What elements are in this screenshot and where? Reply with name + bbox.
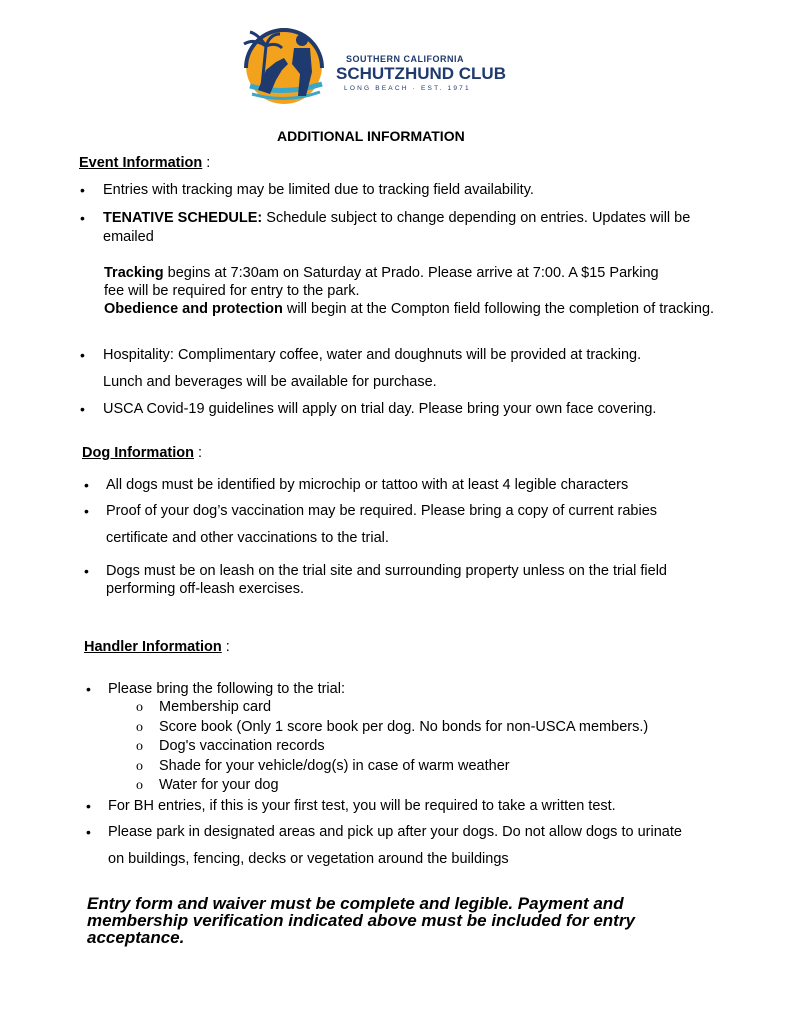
event-bullet-4: USCA Covid-19 guidelines will apply on trial day. Please bring your own face covering. xyxy=(103,401,657,417)
page-title: ADDITIONAL INFORMATION xyxy=(277,128,465,144)
final-note-line-2: membership verification indicated above must be included for entry xyxy=(87,911,635,930)
bullet-icon: • xyxy=(80,210,85,226)
dog-bullet-2-cont: certificate and other vaccinations to the trial. xyxy=(106,530,389,546)
handler-bullet-3-cont: on buildings, fencing, decks or vegetation around the buildings xyxy=(108,851,509,867)
final-note-line-1: Entry form and waiver must be complete and legible. Payment and xyxy=(87,894,624,913)
event-information-heading xyxy=(79,155,210,171)
event-bullet-3: Hospitality: Complimentary coffee, water and doughnuts will be provided at tracking. xyxy=(103,347,642,363)
sub-bullet-icon: o xyxy=(136,700,143,715)
sub-bullet-icon: o xyxy=(136,759,143,774)
event-bullet-2 xyxy=(103,209,690,228)
bullet-icon: • xyxy=(80,347,85,363)
sub-bullet-icon: o xyxy=(136,778,143,793)
tracking-text: begins at 7:30am on Saturday at Prado. Please arrive at 7:00. A $15 Parking xyxy=(163,265,659,281)
dog-bullet-3-cont: performing off-leash exercises. xyxy=(106,581,304,597)
event-bullet-2-cont: emailed xyxy=(103,229,154,245)
handler-subitem: Water for your dog xyxy=(159,777,279,793)
heading-colon: : xyxy=(225,639,230,655)
dog-bullet-3: Dogs must be on leash on the trial site and surrounding property unless on the trial field xyxy=(106,563,667,579)
schedule-text: Schedule subject to change depending on entries. Updates will be xyxy=(262,210,691,226)
heading-label: Event Information xyxy=(79,155,203,171)
dog-bullet-2: Proof of your dog’s vaccination may be required. Please bring a copy of current rabies xyxy=(106,503,658,519)
handler-subitem: Membership card xyxy=(159,699,272,715)
handler-subitem: Dog's vaccination records xyxy=(159,738,325,754)
final-note-line-3: acceptance. xyxy=(87,928,185,947)
bullet-icon: • xyxy=(84,477,89,493)
tracking-line-cont: fee will be required for entry to the park. xyxy=(104,283,360,299)
heading-label: Dog Information xyxy=(82,445,194,461)
logo-sub-text: LONG BEACH · EST. 1971 xyxy=(344,85,471,92)
handler-bullet-1: Please bring the following to the trial: xyxy=(108,681,345,697)
bullet-icon: • xyxy=(86,681,91,697)
bullet-icon: • xyxy=(84,503,89,519)
sub-bullet-icon: o xyxy=(136,720,143,735)
bullet-icon: • xyxy=(86,798,91,814)
logo-top-text: SOUTHERN CALIFORNIA xyxy=(346,54,464,64)
heading-colon: : xyxy=(206,155,211,171)
handler-subitem: Shade for your vehicle/dog(s) in case of warm weather xyxy=(159,758,510,774)
event-bullet-3-cont: Lunch and beverages will be available for purchase. xyxy=(103,374,437,390)
obedience-label: Obedience and protection xyxy=(104,301,283,317)
tracking-line xyxy=(104,264,659,283)
handler-bullet-3: Please park in designated areas and pick up after your dogs. Do not allow dogs to urinate xyxy=(108,824,682,840)
obedience-text: will begin at the Compton field following the completion of tracking. xyxy=(282,301,715,317)
handler-information-heading xyxy=(84,639,230,655)
event-bullet-1: Entries with tracking may be limited due to tracking field availability. xyxy=(103,182,534,198)
bullet-icon: • xyxy=(80,401,85,417)
obedience-line xyxy=(104,300,714,319)
heading-colon: : xyxy=(198,445,203,461)
bullet-icon: • xyxy=(86,824,91,840)
club-logo xyxy=(236,24,506,108)
logo-main-text: SCHUTZHUND CLUB xyxy=(336,64,506,83)
handler-bullet-2: For BH entries, if this is your first test, you will be required to take a written test. xyxy=(108,798,616,814)
dog-bullet-1: All dogs must be identified by microchip or tattoo with at least 4 legible characters xyxy=(106,477,629,493)
sub-bullet-icon: o xyxy=(136,739,143,754)
schedule-label: TENATIVE SCHEDULE: xyxy=(103,210,263,226)
handler-subitem: Score book (Only 1 score book per dog. No bonds for non-USCA members.) xyxy=(159,719,649,735)
bullet-icon: • xyxy=(80,182,85,198)
dog-information-heading xyxy=(82,445,202,461)
logo-emblem-icon xyxy=(236,24,336,108)
bullet-icon: • xyxy=(84,563,89,579)
tracking-label: Tracking xyxy=(104,265,164,281)
heading-label: Handler Information xyxy=(84,639,222,655)
